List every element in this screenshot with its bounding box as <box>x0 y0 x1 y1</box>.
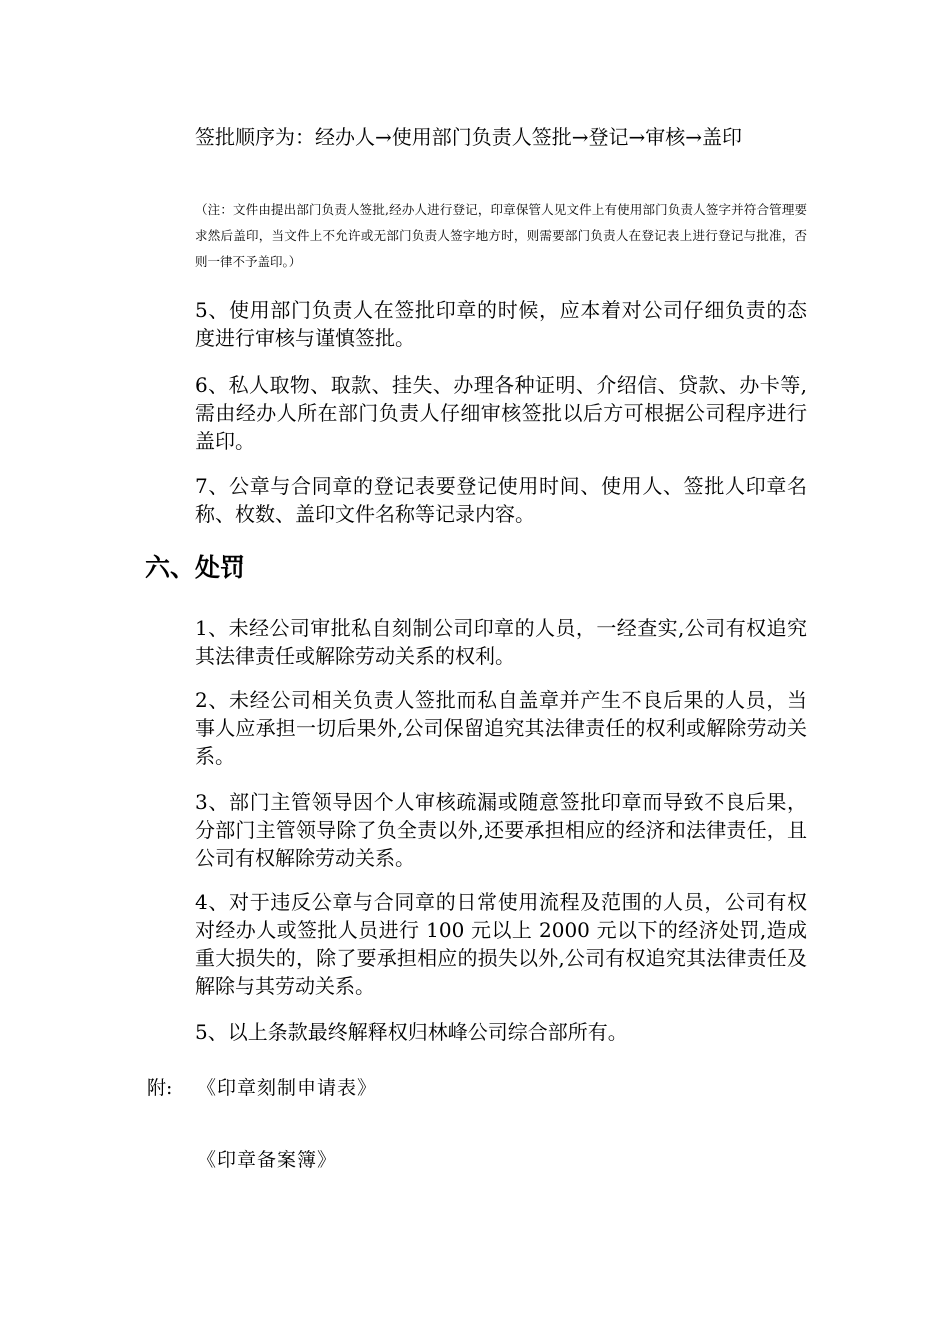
sign-order-note: （注：文件由提出部门负责人签批,经办人进行登记，印章保管人见文件上有使用部门负责人签字并符合管理要求然后盖印，当文件上不允许或无部门负责人签字地方时，则需要部门负责人在登记表上进行登记与批准，否则一律不予盖印。） <box>195 202 807 269</box>
rule-item-6: 6、私人取物、取款、挂失、办理各种证明、介绍信、贷款、办卡等,需由经办人所在部门负责人仔细审核签批以后方可根据公司程序进行盖印。 <box>195 373 807 453</box>
attachment-item-seal-application-form: 《印章刻制申请表》 <box>197 1077 378 1099</box>
section-heading-penalty: 六、处罚 <box>145 553 246 582</box>
penalty-item-2: 2、未经公司相关负责人签批而私自盖章并产生不良后果的人员，当事人应承担一切后果外,公司保留追究其法律责任的权利或解除劳动关系。 <box>195 688 807 768</box>
penalty-item-5: 5、以上条款最终解释权归林峰公司综合部所有。 <box>195 1020 628 1044</box>
attachment-item-seal-record-book: 《印章备案簿》 <box>197 1149 338 1171</box>
rule-item-7: 7、公章与合同章的登记表要登记使用时间、使用人、签批人印章名称、枚数、盖印文件名称等记录内容。 <box>195 474 807 526</box>
rule-item-5: 5、使用部门负责人在签批印章的时候，应本着对公司仔细负责的态度进行审核与谨慎签批。 <box>195 298 807 350</box>
penalty-item-3: 3、部门主管领导因个人审核疏漏或随意签批印章而导致不良后果，分部门主管领导除了负全责以外,还要承担相应的经济和法律责任，且公司有权解除劳动关系。 <box>195 790 807 870</box>
penalty-item-1: 1、未经公司审批私自刻制公司印章的人员，一经查实,公司有权追究其法律责任或解除劳动关系的权利。 <box>195 616 807 668</box>
sign-order-text: 签批顺序为：经办人→使用部门负责人签批→登记→审核→盖印 <box>195 125 743 149</box>
penalty-item-4: 4、对于违反公章与合同章的日常使用流程及范围的人员，公司有权对经办人或签批人员进行 100 元以上 2000 元以下的经济处罚,造成重大损失的，除了要承担相应的损失以外,公司有权追究其法律责任及解除与其劳动关系。 <box>195 890 807 998</box>
attachments-label: 附: <box>147 1077 173 1099</box>
